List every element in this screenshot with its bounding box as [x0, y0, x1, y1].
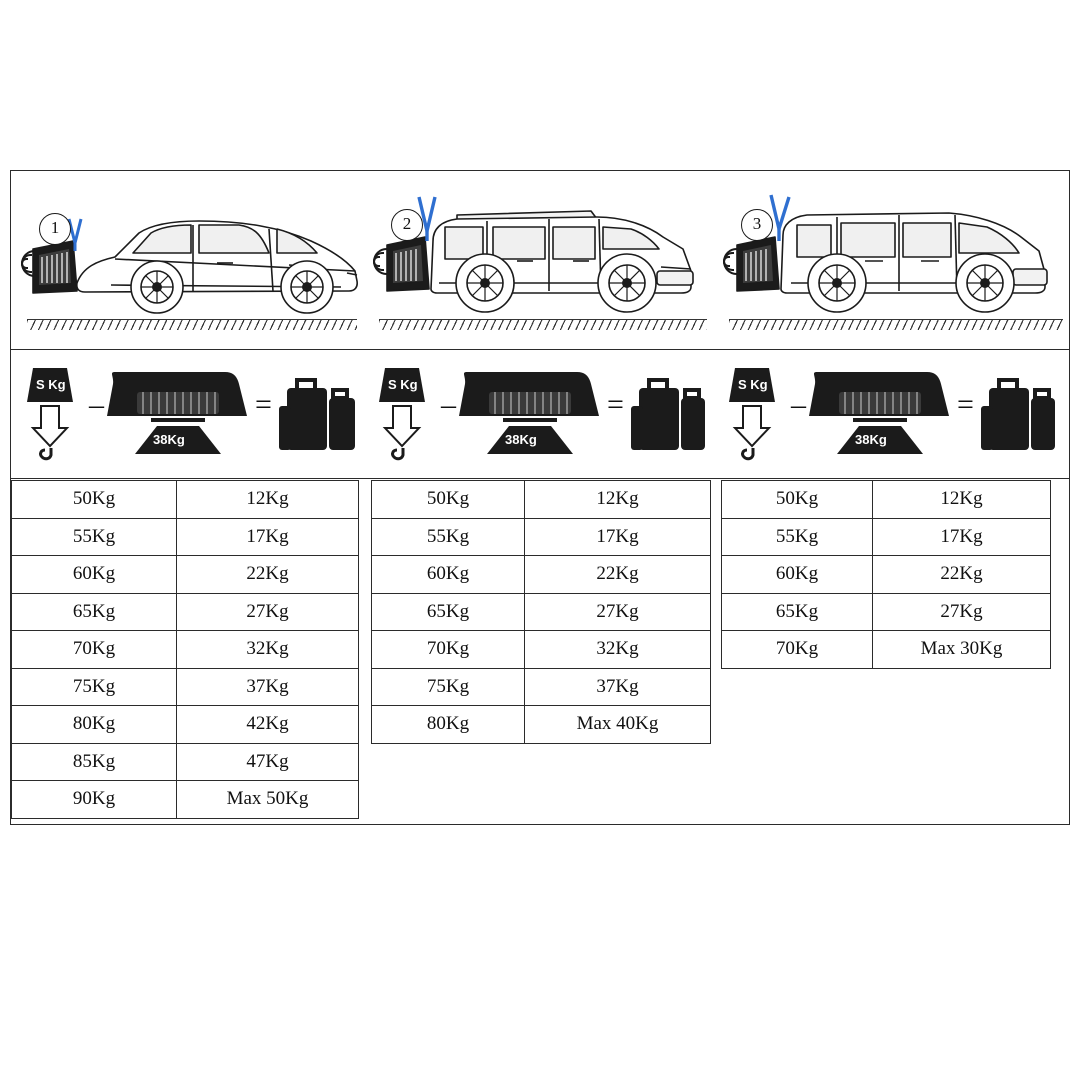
- ground-hatch-2: [379, 319, 707, 330]
- table-row: [722, 556, 1051, 594]
- load-cell: 70Kg: [372, 631, 525, 669]
- capacity-cell: 37Kg: [525, 668, 711, 706]
- load-cell: 85Kg: [12, 743, 177, 781]
- panel-columns: [11, 171, 1069, 824]
- box-weight-label-3: 38Kg: [855, 432, 887, 447]
- capacity-cell: 17Kg: [177, 518, 359, 556]
- load-cell: 70Kg: [12, 631, 177, 669]
- vehicle-illustration-1: [11, 171, 361, 349]
- load-cell: 80Kg: [12, 706, 177, 744]
- capacity-table-3: [721, 480, 1051, 669]
- table-row: [372, 668, 711, 706]
- table-row: [722, 481, 1051, 519]
- vehicle-illustration-2: [361, 171, 713, 349]
- svg-text:–: –: [791, 388, 806, 421]
- panel-3: [713, 171, 1069, 824]
- luggage-icon-3: [981, 380, 1055, 450]
- load-cell: 60Kg: [722, 556, 873, 594]
- capacity-cell: 12Kg: [873, 481, 1051, 519]
- formula-graphic-1: [11, 350, 361, 480]
- table-row: [12, 593, 359, 631]
- capacity-cell: 12Kg: [525, 481, 711, 519]
- capacity-cell: 42Kg: [177, 706, 359, 744]
- ground-hatch-3: [729, 319, 1063, 330]
- hook-weight-label-1: S Kg: [36, 377, 66, 392]
- table-row: [372, 593, 711, 631]
- capacity-table-2: [371, 480, 711, 744]
- capacity-cell: Max 40Kg: [525, 706, 711, 744]
- capacity-cell: 12Kg: [177, 481, 359, 519]
- load-cell: 65Kg: [372, 593, 525, 631]
- svg-text:=: =: [957, 388, 974, 421]
- table-row: [12, 631, 359, 669]
- load-cell: 90Kg: [12, 781, 177, 819]
- table-row: [372, 556, 711, 594]
- formula-strip-3: [713, 349, 1069, 479]
- table-row: [12, 781, 359, 819]
- load-cell: 50Kg: [372, 481, 525, 519]
- table-row: [12, 518, 359, 556]
- capacity-cell: 17Kg: [525, 518, 711, 556]
- table-row: [12, 556, 359, 594]
- svg-text:=: =: [255, 388, 272, 421]
- load-cell: 55Kg: [722, 518, 873, 556]
- capacity-cell: 32Kg: [177, 631, 359, 669]
- capacity-cell: 22Kg: [873, 556, 1051, 594]
- load-cell: 50Kg: [722, 481, 873, 519]
- table-row: [722, 593, 1051, 631]
- panel-2: [361, 171, 713, 824]
- load-cell: 55Kg: [372, 518, 525, 556]
- panel-number-badge-2: 2: [391, 209, 423, 241]
- svg-text:–: –: [441, 388, 456, 421]
- panel-1: [11, 171, 361, 824]
- box-weight-label-1: 38Kg: [153, 432, 185, 447]
- ground-hatch-1: [27, 319, 357, 330]
- formula-strip-1: [11, 349, 361, 479]
- table-row: [12, 668, 359, 706]
- load-cell: 65Kg: [722, 593, 873, 631]
- signal-waves-icon-2: [373, 247, 391, 271]
- signal-waves-icon-1: [21, 249, 39, 273]
- table-row: [372, 481, 711, 519]
- load-cell: 60Kg: [372, 556, 525, 594]
- table-row: [372, 706, 711, 744]
- svg-text:–: –: [89, 388, 104, 421]
- load-cell: 55Kg: [12, 518, 177, 556]
- capacity-cell: 17Kg: [873, 518, 1051, 556]
- table-row: [12, 706, 359, 744]
- capacity-cell: 27Kg: [525, 593, 711, 631]
- load-cell: 75Kg: [372, 668, 525, 706]
- capacity-cell: 37Kg: [177, 668, 359, 706]
- table-row: [722, 518, 1051, 556]
- capacity-cell: 27Kg: [873, 593, 1051, 631]
- formula-graphic-2: [361, 350, 713, 480]
- table-row: [12, 481, 359, 519]
- load-cell: 65Kg: [12, 593, 177, 631]
- capacity-cell: Max 30Kg: [873, 631, 1051, 669]
- box-weight-label-2: 38Kg: [505, 432, 537, 447]
- load-cell: 75Kg: [12, 668, 177, 706]
- formula-graphic-3: [713, 350, 1069, 480]
- table-body-3: [722, 481, 1051, 669]
- luggage-icon-1: [279, 380, 355, 450]
- capacity-table-1: [11, 480, 359, 819]
- hook-weight-label-2: S Kg: [388, 377, 418, 392]
- capacity-cell: 22Kg: [525, 556, 711, 594]
- hook-weight-label-3: S Kg: [738, 377, 768, 392]
- panel-number-badge-1: 1: [39, 213, 71, 245]
- table-body-1: [12, 481, 359, 819]
- capacity-cell: 47Kg: [177, 743, 359, 781]
- capacity-cell: Max 50Kg: [177, 781, 359, 819]
- luggage-icon-2: [631, 380, 705, 450]
- panel-number-badge-3: 3: [741, 209, 773, 241]
- svg-text:=: =: [607, 388, 624, 421]
- capacity-cell: 22Kg: [177, 556, 359, 594]
- capacity-cell: 32Kg: [525, 631, 711, 669]
- load-cell: 60Kg: [12, 556, 177, 594]
- load-cell: 80Kg: [372, 706, 525, 744]
- table-row: [372, 631, 711, 669]
- formula-strip-2: [361, 349, 713, 479]
- capacity-chart-sheet: [10, 170, 1070, 825]
- table-row: [372, 518, 711, 556]
- capacity-cell: 27Kg: [177, 593, 359, 631]
- vehicle-illustration-3: [713, 171, 1069, 349]
- signal-waves-icon-3: [723, 247, 741, 271]
- table-body-2: [372, 481, 711, 744]
- table-row: [12, 743, 359, 781]
- table-row: [722, 631, 1051, 669]
- load-cell: 50Kg: [12, 481, 177, 519]
- load-cell: 70Kg: [722, 631, 873, 669]
